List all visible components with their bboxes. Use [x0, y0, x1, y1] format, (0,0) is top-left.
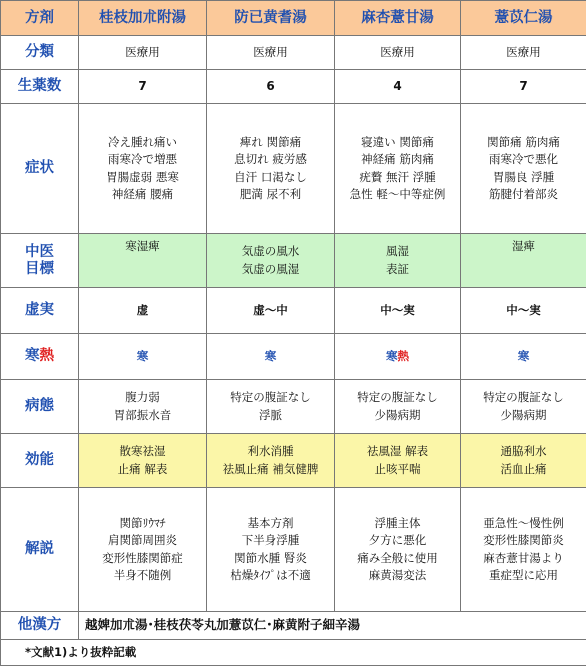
- pathology-item: 特定の腹証なし: [461, 389, 586, 406]
- row-label-kyojitsu: 虚実: [1, 288, 79, 334]
- explanation-item: 変形性膝関節炎: [461, 532, 586, 549]
- cell-byotai: [207, 380, 335, 434]
- efficacy-item: 散寒祛湿: [79, 443, 206, 460]
- cell-kaisetsu: [461, 488, 586, 612]
- efficacy-item: 利水消腫: [207, 443, 334, 460]
- cell-kannetsu: [79, 334, 207, 380]
- cell-kaisetsu: [335, 488, 461, 612]
- cell-kyojitsu: 中～実: [335, 288, 461, 334]
- row-kaisetsu: [1, 488, 586, 612]
- tcm-target-item: 湿痺: [461, 240, 586, 253]
- pathology-item: 腹力弱: [79, 389, 206, 406]
- header-row: [1, 1, 586, 36]
- cell-shoyakusu: 6: [207, 70, 335, 104]
- explanation-item: 夕方に悪化: [335, 532, 460, 549]
- pathology-item: 浮脈: [207, 407, 334, 424]
- symptom-item: 神経痛 腰痛: [79, 186, 206, 203]
- cell-byotai: [335, 380, 461, 434]
- row-label-kono: 効能: [1, 434, 79, 488]
- symptom-item: 筋腱付着部炎: [461, 186, 586, 203]
- row-label-kaisetsu: 解説: [1, 488, 79, 612]
- pathology-item: 少陽病期: [461, 407, 586, 424]
- symptom-item: 自汗 口渇なし: [207, 169, 334, 186]
- row-label-shoyakusu: 生薬数: [1, 70, 79, 104]
- row-footnote: [1, 640, 586, 666]
- row-kannetsu: [1, 334, 586, 380]
- cell-kyojitsu: 中～実: [461, 288, 586, 334]
- cell-shojo: [79, 104, 207, 234]
- cell-kannetsu: [461, 334, 586, 380]
- row-byotai: [1, 380, 586, 434]
- efficacy-item: 通脇利水: [461, 443, 586, 460]
- other-formulas-text: 越婢加朮湯･桂枝茯苓丸加薏苡仁･麻黄附子細辛湯: [79, 612, 586, 640]
- explanation-item: 浮腫主体: [335, 515, 460, 532]
- row-takanpo: [1, 612, 586, 640]
- cell-kyojitsu: 虚～中: [207, 288, 335, 334]
- explanation-item: 肩関節周囲炎: [79, 532, 206, 549]
- cold-mark: 寒: [386, 349, 398, 363]
- cell-byotai: [461, 380, 586, 434]
- row-kyojitsu: [1, 288, 586, 334]
- symptom-item: 胃腸虚弱 悪寒: [79, 169, 206, 186]
- cell-shoyakusu: 4: [335, 70, 461, 104]
- explanation-item: 半身不随例: [79, 567, 206, 584]
- cell-shojo: [461, 104, 586, 234]
- symptom-item: 痺れ 関節痛: [207, 134, 334, 151]
- formula-name: 薏苡仁湯: [461, 1, 586, 36]
- cell-kono: [79, 434, 207, 488]
- cell-shoyakusu: 7: [461, 70, 586, 104]
- row-shojo: [1, 104, 586, 234]
- explanation-item: 亜急性～慢性例: [461, 515, 586, 532]
- footnote: *文献1)より抜粋記載: [1, 640, 586, 666]
- explanation-item: 枯燥ﾀｲﾌﾟは不適: [207, 567, 334, 584]
- explanation-item: 変形性膝関節症: [79, 550, 206, 567]
- symptom-item: 疣贅 無汗 浮腫: [335, 169, 460, 186]
- tcm-target-item: 表証: [335, 261, 460, 278]
- cell-kaisetsu: [79, 488, 207, 612]
- pathology-item: 胃部振水音: [79, 407, 206, 424]
- symptom-item: 神経痛 筋肉痛: [335, 151, 460, 168]
- symptom-item: 息切れ 疲労感: [207, 151, 334, 168]
- row-label-chuigaku: [1, 234, 79, 288]
- cell-bunrui: 医療用: [207, 36, 335, 70]
- explanation-item: 重症型に応用: [461, 567, 586, 584]
- explanation-item: 痛み全般に使用: [335, 550, 460, 567]
- cell-kono: [461, 434, 586, 488]
- cold-mark: 寒: [137, 349, 149, 363]
- explanation-item: 麻黄湯変法: [335, 567, 460, 584]
- symptom-item: 雨寒冷で悪化: [461, 151, 586, 168]
- cell-bunrui: 医療用: [461, 36, 586, 70]
- cell-kannetsu: [335, 334, 461, 380]
- explanation-item: 下半身浮腫: [207, 532, 334, 549]
- efficacy-item: 止咳平喘: [335, 461, 460, 478]
- cell-chuigaku: [335, 234, 461, 288]
- cold-mark: 寒: [518, 349, 530, 363]
- symptom-item: 肥満 尿不利: [207, 186, 334, 203]
- formula-name: 防已黄耆湯: [207, 1, 335, 36]
- header-label: 方剤: [1, 1, 79, 36]
- row-chuigaku: [1, 234, 586, 288]
- cell-bunrui: 医療用: [79, 36, 207, 70]
- symptom-item: 胃腸良 浮腫: [461, 169, 586, 186]
- formula-name: 桂枝加朮附湯: [79, 1, 207, 36]
- row-label-bunrui: 分類: [1, 36, 79, 70]
- cell-byotai: [79, 380, 207, 434]
- pathology-item: 特定の腹証なし: [207, 389, 334, 406]
- explanation-item: 基本方剤: [207, 515, 334, 532]
- row-bunrui: [1, 36, 586, 70]
- row-label-kannetsu: [1, 334, 79, 380]
- explanation-item: 関節水腫 腎炎: [207, 550, 334, 567]
- symptom-item: 雨寒冷で増悪: [79, 151, 206, 168]
- row-label-shojo: 症状: [1, 104, 79, 234]
- symptom-item: 関節痛 筋肉痛: [461, 134, 586, 151]
- symptom-item: 急性 軽～中等症例: [335, 186, 460, 203]
- cell-chuigaku: [207, 234, 335, 288]
- heat-mark: 熱: [398, 349, 410, 363]
- efficacy-item: 止痛 解表: [79, 461, 206, 478]
- row-label-takanpo: 他漢方: [1, 612, 79, 640]
- label-cold: 寒: [25, 348, 40, 364]
- cell-chuigaku: [79, 234, 207, 288]
- cold-mark: 寒: [265, 349, 277, 363]
- row-shoyakusu: [1, 70, 586, 104]
- cell-shojo: [335, 104, 461, 234]
- label-heat: 熱: [40, 348, 55, 364]
- tcm-target-item: 風湿: [335, 243, 460, 260]
- formula-name: 麻杏薏甘湯: [335, 1, 461, 36]
- symptom-item: 寝違い 関節痛: [335, 134, 460, 151]
- row-kono: [1, 434, 586, 488]
- row-label-chuigaku-line2: 目標: [1, 261, 78, 278]
- tcm-target-item: 気虚の風湿: [207, 261, 334, 278]
- efficacy-item: 祛風止痛 補気健脾: [207, 461, 334, 478]
- explanation-item: 麻杏薏甘湯より: [461, 550, 586, 567]
- tcm-target-item: 気虚の風水: [207, 243, 334, 260]
- efficacy-item: 活血止痛: [461, 461, 586, 478]
- cell-shoyakusu: 7: [79, 70, 207, 104]
- cell-kannetsu: [207, 334, 335, 380]
- cell-kaisetsu: [207, 488, 335, 612]
- row-label-byotai: 病態: [1, 380, 79, 434]
- cell-kyojitsu: 虚: [79, 288, 207, 334]
- pathology-item: 特定の腹証なし: [335, 389, 460, 406]
- efficacy-item: 祛風湿 解表: [335, 443, 460, 460]
- cell-bunrui: 医療用: [335, 36, 461, 70]
- symptom-item: 冷え腫れ痛い: [79, 134, 206, 151]
- explanation-item: 関節ﾘｳﾏﾁ: [79, 515, 206, 532]
- cell-kono: [207, 434, 335, 488]
- cell-shojo: [207, 104, 335, 234]
- cell-kono: [335, 434, 461, 488]
- pathology-item: 少陽病期: [335, 407, 460, 424]
- tcm-target-item: 寒湿痺: [79, 240, 206, 253]
- cell-chuigaku: [461, 234, 586, 288]
- row-label-chuigaku-line1: 中医: [1, 244, 78, 261]
